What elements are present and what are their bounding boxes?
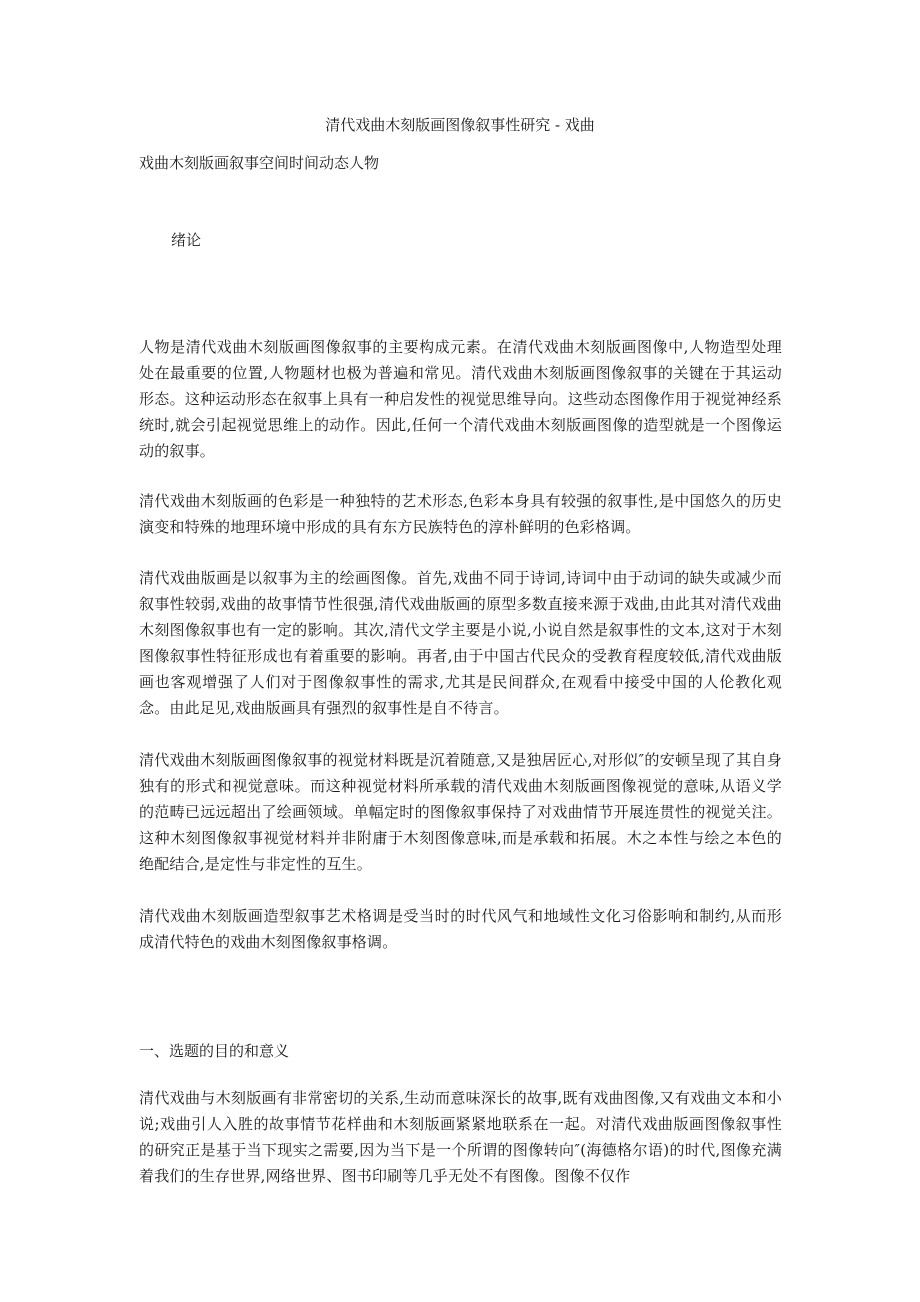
paragraph: 清代戏曲木刻版画的色彩是一种独特的艺术形态,色彩本身具有较强的叙事性,是中国悠久的历史演变和特殊的地理环境中形成的具有东方民族特色的淳朴鲜明的色彩格调。 [139, 492, 782, 536]
keywords-line: 戏曲木刻版画叙事空间时间动态人物 [139, 154, 380, 172]
paragraph: 人物是清代戏曲木刻版画图像叙事的主要构成元素。在清代戏曲木刻版画图像中,人物造型处理处在最重要的位置,人物题材也极为普遍和常见。清代戏曲木刻版画图像叙事的关键在于其运动形态。这种运动形态在叙事上具有一种启发性的视觉思维导向。这些动态图像作用于视觉神经系统时,就会引起视觉思维上的动作。因此,任何一个清代戏曲木刻版画图像的造型就是一个图像运动的叙事。 [139, 338, 782, 460]
intro-heading: 绪论 [171, 231, 202, 249]
document-title: 清代戏曲木刻版画图像叙事性研究 - 戏曲 [325, 116, 595, 134]
paragraph: 清代戏曲版画是以叙事为主的绘画图像。首先,戏曲不同于诗词,诗词中由于动词的缺失或减少而叙事性较弱,戏曲的故事情节性很强,清代戏曲版画的原型多数直接来源于戏曲,由此其对清代戏曲木刻图像叙事也有一定的影响。其次,清代文学主要是小说,小说自然是叙事性的文本,这对于木刻图像叙事性特征形成也有着重要的影响。再者,由于中国古代民众的受教育程度较低,清代戏曲版画也客观增强了人们对于图像叙事性的需求,尤其是民间群众,在观看中接受中国的人伦教化观念。由此足见,戏曲版画具有强烈的叙事性是自不待言。 [139, 569, 782, 717]
paragraph: 清代戏曲木刻版画图像叙事的视觉材料既是沉着随意,又是独居匠心,对形似″的安顿呈现了其自身独有的形式和视觉意味。而这种视觉材料所承载的清代戏曲木刻版画图像视觉的意味,从语义学的范畴已远远超出了绘画领域。单幅定时的图像叙事保持了对戏曲情节开展连贯性的视觉关注。这种木刻图像叙事视觉材料并非附庸于木刻图像意味,而是承载和拓展。木之本性与绘之本色的绝配结合,是定性与非定性的互生。 [139, 751, 782, 873]
paragraph: 清代戏曲与木刻版画有非常密切的关系,生动而意味深长的故事,既有戏曲图像,又有戏曲文本和小说;戏曲引人入胜的故事情节花样曲和木刻版画紧紧地联系在一起。对清代戏曲版画图像叙事性的研究正是基于当下现实之需要,因为当下是一个所谓的图像转向″(海德格尔语)的时代,图像充满着我们的生存世界,网络世界、图书印刷等几乎无处不有图像。图像不仅作 [139, 1089, 782, 1185]
section-one-heading: 一、选题的目的和意义 [139, 1042, 290, 1060]
paragraph: 清代戏曲木刻版画造型叙事艺术格调是受当时的时代风气和地域性文化习俗影响和制约,从而形成清代特色的戏曲木刻图像叙事格调。 [139, 907, 782, 951]
